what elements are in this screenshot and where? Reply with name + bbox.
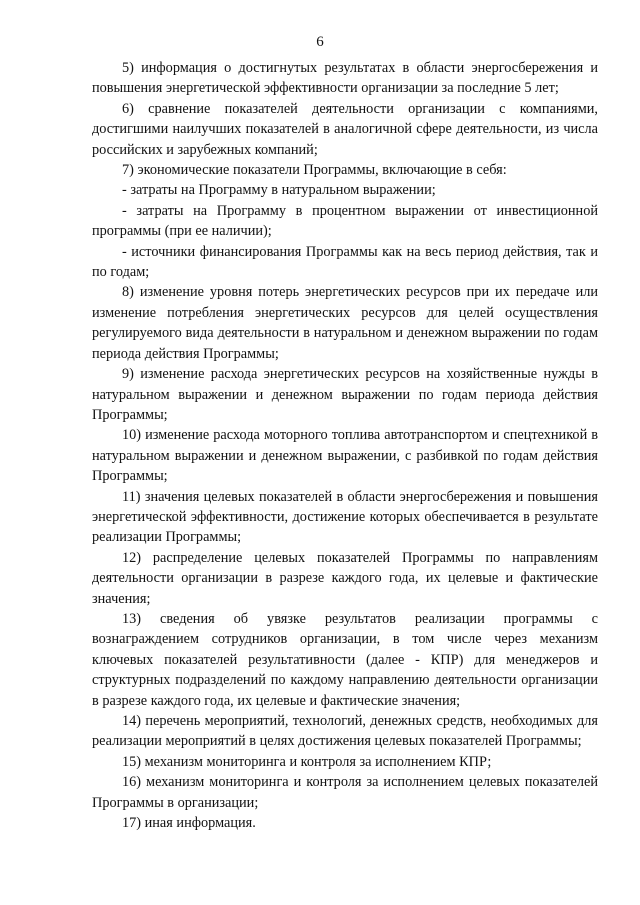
list-item-6: 6) сравнение показателей деятельности организации с компаниями, достигшими наилучших показателей в аналогичной сфере деятельности, из числа российских и зарубежных компаний; [92,100,598,158]
list-item-13: 13) сведения об увязке результатов реализации программы с вознаграждением сотрудников организации, в том числе через механизм ключевых показателей результативности (далее - КПР) для менеджеров и структурных подразделений по каждому направлению деятельности организации в разрезе каждого года, их целевые и фактические значения; [92,610,598,709]
page-number: 6 [316,34,324,50]
list-item-12: 12) распределение целевых показателей Программы по направлениям деятельности организации в разрезе каждого года, их целевые и фактические значения; [92,549,598,607]
list-item-11: 11) значения целевых показателей в области энергосбережения и повышения энергетической эффективности, достижение которых обеспечивается в результате реализации Программы; [92,488,598,546]
list-item-9: 9) изменение расхода энергетических ресурсов на хозяйственные нужды в натуральном выражении и денежном выражении по годам периода действия Программы; [92,366,598,423]
list-item-10: 10) изменение расхода моторного топлива автотранспортом и спецтехникой в натуральном выражении и денежном выражении, с разбивкой по годам действия Программы; [92,427,598,485]
sub-item-percent-costs: - затраты на Программу в процентном выражении от инвестиционной программы (при ее наличии); [92,202,598,240]
list-item-7: 7) экономические показатели Программы, включающие в себя: [122,162,507,179]
list-item-5: 5) информация о достигнутых результатах в области энергосбережения и повышения энергетической эффективности организации за последние 5 лет; [92,60,598,97]
document-body [92,58,598,833]
sub-item-funding-sources: - источники финансирования Программы как на весь период действия, так и по годам; [92,243,598,281]
list-item-15: 15) механизм мониторинга и контроля за исполнением КПР; [122,753,492,770]
list-item-14: 14) перечень мероприятий, технологий, денежных средств, необходимых для реализации мероприятий в целях достижения целевых показателей Программы; [92,713,598,750]
list-item-17: 17) иная информация. [122,815,256,832]
list-item-8: 8) изменение уровня потерь энергетических ресурсов при их передаче или изменение потребления энергетических ресурсов для целей осуществления регулируемого вида деятельности в натуральном и денежном выражении по годам периода действия Программы; [92,284,598,362]
sub-item-natural-costs: - затраты на Программу в натуральном выражении; [122,182,436,199]
list-item-16: 16) механизм мониторинга и контроля за исполнением целевых показателей Программы в организации; [92,774,598,811]
